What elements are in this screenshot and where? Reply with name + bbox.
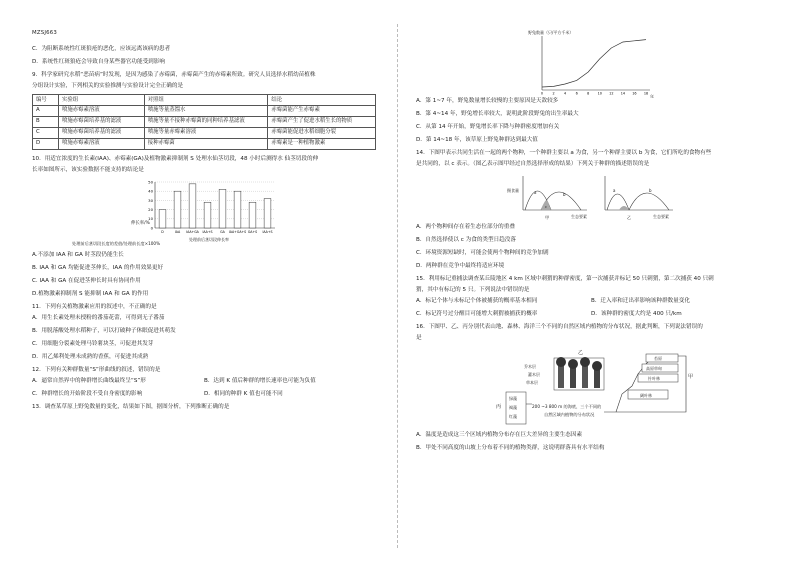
q12-option-row [32, 378, 376, 385]
fig16-qiao: 乔木层 [524, 363, 536, 369]
chart-ytick: 40 [148, 188, 153, 194]
table-cell: 喷施等量赤霉素溶液 [144, 127, 268, 138]
page-header-code: MZSJ663 [32, 30, 58, 36]
chart-bar [249, 202, 256, 228]
chart-bar [264, 198, 271, 227]
fig14-xlabel-2: 生态要素 [653, 213, 669, 219]
q10-option-c: C. IAA 和 GA 在促进茎伸长时具有协同作用 [32, 277, 141, 284]
q14-option-c: C．环境资源短缺时，可能会使两个物种间的竞争加剧 [416, 249, 549, 256]
growth-xtick: 12 [609, 91, 614, 96]
q11-stem: 11．下列有关植物激素应用的叙述中，不正确的是 [32, 303, 157, 310]
fig16-he: 褐藻 [509, 404, 517, 410]
table-header: 结论 [268, 94, 376, 105]
table-row [33, 138, 376, 149]
q10-option-a: A.不添加 IAA 和 GA 时茎段仍能生长 [32, 251, 124, 258]
growth-xlabel: 年 [650, 94, 654, 98]
fig16-cao: 草本层 [526, 379, 538, 385]
q16-stem: 16．下图甲、乙、丙分别代表山地、森林、海洋三个不同的自然区域内植物的分布状况，据此判断，下列说法错误的 [416, 323, 703, 330]
q14-option-d: D．两种群在竞争中最终将适应环境 [416, 262, 505, 269]
chart-xtick: GA [220, 229, 225, 234]
table-cell: 喷施赤霉菌培养基的滤液 [58, 116, 144, 127]
table-cell: 喷施赤霉菌培养基的滤液 [58, 127, 144, 138]
chart-bar [189, 183, 196, 227]
chart-ytick: 50 [148, 178, 153, 184]
chart-bar [174, 191, 181, 228]
q14-option-a: A．两个物种间存在着生态位部分的重叠 [416, 223, 515, 230]
q15-option-c: C．标记符号过分醒目可能增大刺猬被捕获的概率 [416, 310, 538, 317]
fig16-mt4: 阔叶林 [640, 392, 652, 398]
chart-xtick: IAA+GA+S [228, 229, 247, 234]
fig16-depth-2: 自然区域内植物的分布状况 [544, 411, 595, 417]
niche-overlap-figure [501, 172, 681, 224]
q11-option-c: C．用细胞分裂素处理马铃薯块茎，可促进其发芽 [32, 340, 154, 347]
fig16-label-bing: 丙 [496, 403, 502, 410]
chart-caption: 处理前后茎切段长度的差值/处理前长度×100% [72, 240, 161, 246]
chart-xtick: IAA [174, 229, 181, 234]
table-cell: 赤霉菌能促进水稻细胞分裂 [268, 127, 376, 138]
fig16-lv: 绿藻 [509, 395, 517, 401]
chart-ylabel: 伸长率/% [131, 220, 150, 226]
ocean-panel [496, 392, 601, 424]
table-cell: 喷施等量不接种赤霉菌的同种培养基滤液 [144, 116, 268, 127]
fig16-hong: 红藻 [509, 413, 517, 419]
table-cell: 喷施赤霉素溶液 [58, 138, 144, 149]
q9-stem: 9．科学家研究水稻“恶苗病”时发现，是因为感染了赤霉菌，赤霉菌产生的赤霉素所致。研究人员选择水稻幼苗植株 [32, 71, 316, 78]
q13-option-a: A．第 1~7 年，野兔数量增长较慢的主要原因是天敌较多 [416, 98, 559, 104]
chart-bar [204, 202, 211, 228]
growth-ylabel: 野兔数量（只/平方千米） [528, 30, 574, 35]
fig16-label-yi: 乙 [578, 349, 584, 356]
chart-xtick: IAA+S [202, 229, 213, 234]
fig14-label-b: b [563, 191, 566, 197]
q10-stem-2: 长率如图所示，该实验数据不能支持的结论是 [32, 166, 144, 173]
growth-xtick: 10 [597, 91, 602, 96]
chart-xtick: D [161, 229, 164, 234]
fig14-label-yi: 乙 [627, 214, 632, 220]
chart-ytick: 0 [150, 224, 153, 230]
growth-curve [542, 40, 646, 87]
q16-option-b: B．甲处不同高度的山坡上分布着不同的植物类群，这说明群落具有水平结构 [416, 444, 605, 451]
fig16-mt3: 针叶林 [648, 375, 660, 381]
right-column [416, 28, 766, 458]
table-cell: 赤霉菌能产生赤霉素 [268, 105, 376, 116]
chart-ytick: 20 [148, 206, 153, 212]
q15-stem: 15．利用标记重捕法调查某丘陵地区 4 km 区域中刺猬的种群密度，第一次捕获并标记 50 只刺猬，第二次捕获 40 只刺 [416, 275, 714, 282]
growth-xtick: 16 [632, 91, 637, 96]
chart-bar [159, 209, 166, 227]
q16-stem-2: 是 [416, 334, 422, 341]
q11-option-d: D．用乙烯利处理未成熟的香蕉，可促进其成熟 [32, 353, 149, 360]
option-d-pre: D．系统性红斑狼疮会导致自身某些器官功能受到影响 [32, 58, 165, 65]
table-header: 编号 [33, 94, 59, 105]
q14-stem-2: 是共同的，以 c 表示。（图乙表示图甲经过自然选择形成的结果）下列关于种群的描述错误的是 [416, 160, 650, 167]
q16-option-a: A．温度是造成这三个区域内植物分布存在巨大差异的主要生态因素 [416, 431, 583, 438]
q14-stem: 14．下图甲表示共同生活在一起的两个物种，一个种群主要以 a 为食，另一个种群主要以 b 为食，它们所吃的食物有些 [416, 149, 712, 156]
table-row [33, 116, 376, 127]
chart-bar [219, 189, 226, 228]
chart-ytick: 30 [148, 197, 153, 203]
hare-population-chart [526, 28, 656, 98]
growth-xtick: 8 [587, 91, 590, 96]
fig14-label-jia: 甲 [545, 214, 550, 220]
q9-stem-2: 分组设计实验，下列相关的实验推测与实验设计完全正确的是 [32, 82, 184, 89]
fig14-label-a2: a [613, 187, 616, 193]
growth-xtick: 2 [552, 91, 555, 96]
q15-option-row [416, 311, 766, 318]
q15-option-a: A．标记个体与未标记个体被捕获的概率基本相同 [416, 297, 538, 304]
fig16-label-jia: 甲 [688, 373, 694, 380]
table-cell: B [33, 116, 59, 127]
table-header-row [33, 94, 376, 105]
fig14-label-b2: b [649, 187, 652, 193]
panel-jia [507, 176, 587, 221]
q15-option-b: B．迁入率和迁出率影响该种群数量变化 [591, 297, 690, 304]
forest-panel [524, 357, 604, 390]
q10-option-b: B. IAA 和 GA 均能促进茎伸长，IAA 的作用效果更好 [32, 264, 164, 271]
option-c-pre: C．为阻断系统性红斑狼疮的恶化，应该远离该病的患者 [32, 46, 171, 52]
column-divider [397, 24, 398, 548]
fig16-guan: 灌木层 [528, 371, 540, 377]
panel-yi [605, 176, 673, 220]
table-header: 对照组 [144, 94, 268, 105]
table-cell: 赤霉素是一种植物激素 [268, 138, 376, 149]
q13-stem: 13．调查某草原上野兔数量的变化，结果如下图，据图分析，下列推断正确的是 [32, 403, 230, 410]
growth-xtick: 4 [564, 91, 567, 96]
fig16-depth: 200 ~3 800 m 的海底，三个不同的 [532, 403, 602, 409]
left-column [32, 46, 376, 415]
q12-option-c: C．种群增长的开始阶段不受自身密度的影响 [32, 390, 143, 397]
q15-option-row [416, 298, 766, 305]
chart-xtick: IAA+GA [186, 229, 199, 234]
q13-option-c: C．从第 14 年开始，野兔增长率下降与种群密度增加有关 [416, 123, 560, 130]
chart-xlabel: 处理前后茎切段伸长率 [189, 236, 229, 242]
table-row [33, 127, 376, 138]
table-cell: 接种赤霉菌 [144, 138, 268, 149]
q10-stem: 10．用适宜浓度的生长素(IAA)、赤霉素(GA)及植物激素抑制剂 S 处理水仙茎切段，48 小时后测得水 仙茎切段的伸 [32, 155, 319, 162]
table-cell: 赤霉菌产生了促进水稻生长的物质 [268, 116, 376, 127]
mountain-panel [604, 354, 693, 412]
growth-xtick: 0 [540, 91, 544, 96]
q11-option-b: B．用脱落酸处理水稻种子，可以打破种子休眠促进其萌发 [32, 327, 176, 334]
vegetation-distribution-figure [486, 346, 696, 432]
q15-option-d: D．该种群的密度大约是 400 只/km [591, 310, 682, 317]
fig14-label-a: a [534, 189, 537, 195]
table-cell: 喷施等量蒸馏水 [144, 105, 268, 116]
fig14-label-c: c [545, 204, 547, 209]
table-row [33, 105, 376, 116]
fig14-xlabel: 生态要素 [571, 213, 587, 219]
growth-xtick: 6 [575, 91, 578, 96]
growth-xtick: 14 [620, 91, 626, 96]
q13-option-d: D．第 14~18 年，该草原上野兔种群达到最大值 [416, 136, 538, 143]
chart-ytick: 10 [148, 215, 153, 221]
elongation-bar-chart [129, 178, 279, 242]
table-header: 实验组 [58, 94, 144, 105]
growth-xtick: 18 [643, 91, 649, 96]
q14-option-b: B．自然选择使以 c 为食的类型日趋没落 [416, 236, 516, 243]
table-cell: C [33, 127, 59, 138]
chart-xtick: GA+S [247, 229, 258, 234]
q11-option-a: A．用生长素处理未授粉的番茄花蕾，可得到无子番茄 [32, 314, 165, 321]
table-cell: D [33, 138, 59, 149]
table-cell: A [33, 105, 59, 116]
q13-option-b: B．第 4~14 年，野兔增长率较大，说明此阶段野兔的出生率最大 [416, 110, 579, 117]
q12-option-b: B．达到 K 值后种群的增长速率也可能为负值 [204, 377, 316, 384]
fig16-mt1: 苔原 [654, 355, 662, 361]
fig16-mt2: 高原草甸 [646, 365, 662, 371]
q12-stem: 12．下列有关种群数量“S”形曲线的叙述，错误的是 [32, 366, 161, 373]
q10-option-d: D.植物激素抑制剂 S 能抑制 IAA 和 GA 的作用 [32, 290, 149, 297]
chart-xtick: IAA+S [262, 229, 273, 234]
fig14-ylabel: 摄食量 [507, 187, 519, 193]
q9-table [32, 94, 376, 150]
q12-option-a: A．逼常自然界中的种群增长曲线最终呈“S”形 [32, 377, 146, 384]
q15-stem-2: 猬，其中有标记的 5 只。下列说法中错误的是 [416, 286, 530, 293]
q12-option-d: D．相同的种群 K 值也可能不同 [204, 390, 283, 397]
q12-option-row [32, 391, 376, 398]
table-cell: 喷施赤霉素溶液 [58, 105, 144, 116]
chart-bar [234, 191, 241, 228]
